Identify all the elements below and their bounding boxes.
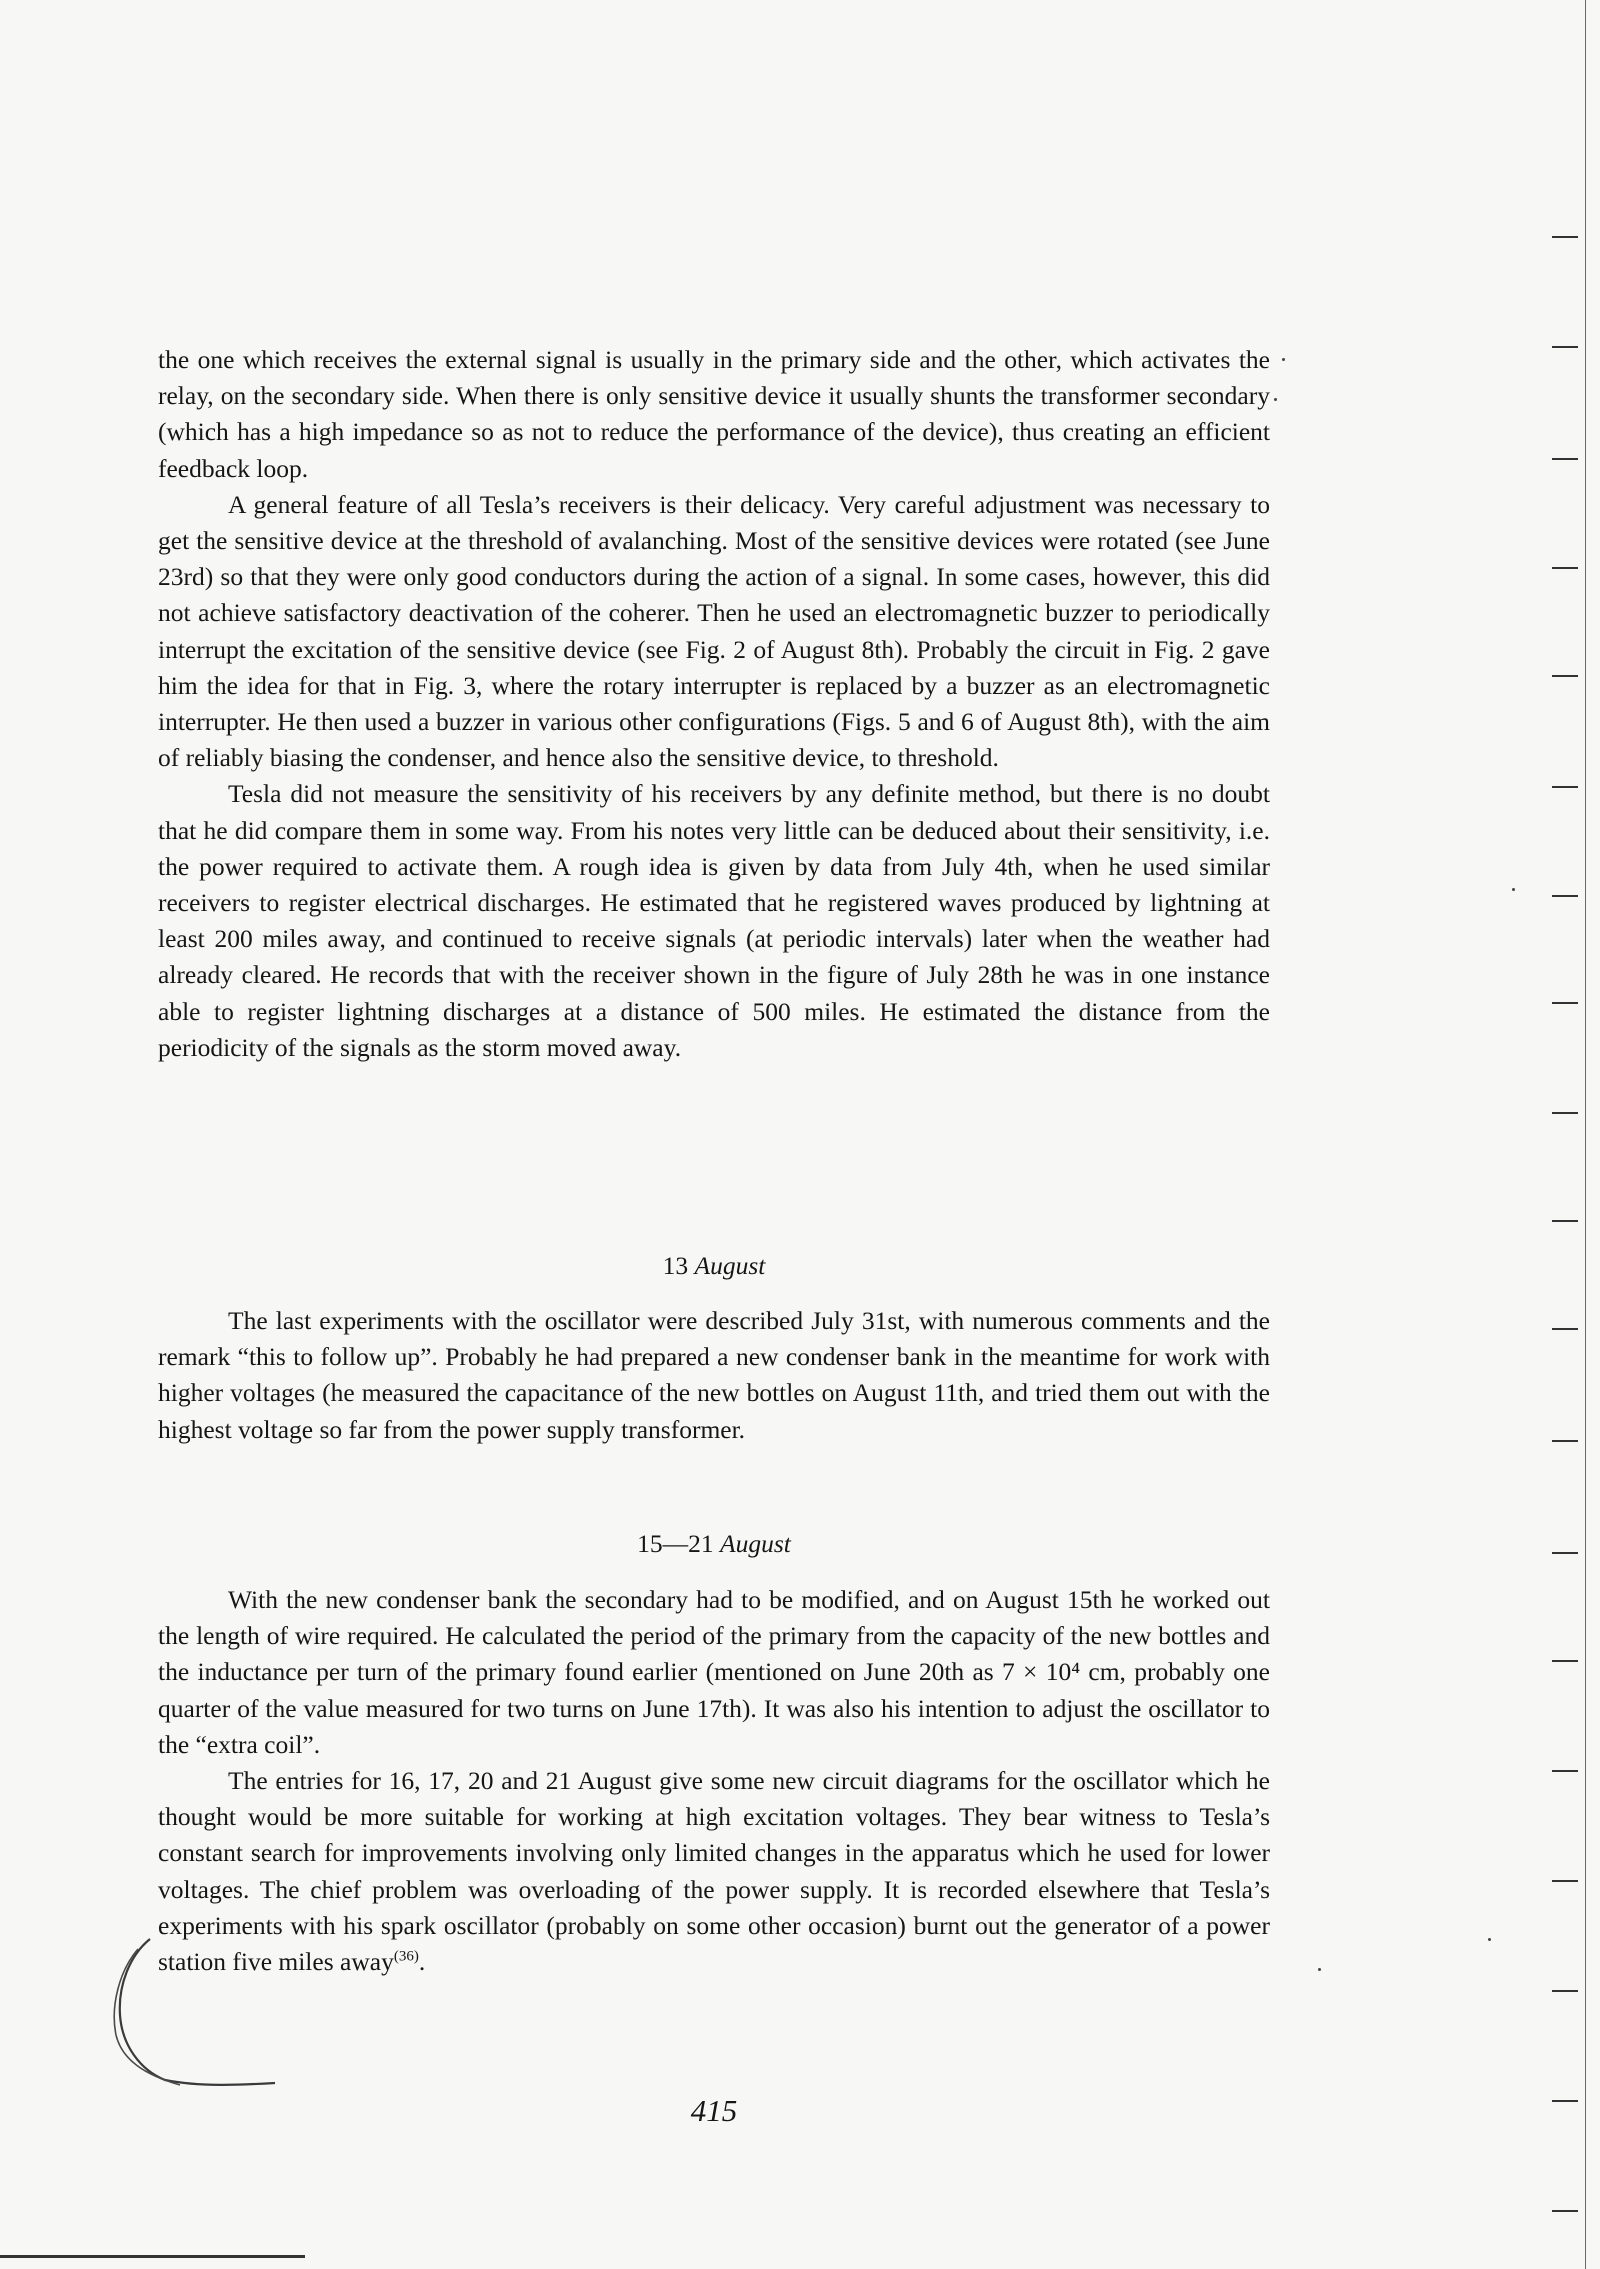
margin-tick: [1552, 458, 1578, 460]
margin-tick: [1552, 346, 1578, 348]
margin-tick: [1552, 2100, 1578, 2102]
margin-tick: [1552, 1770, 1578, 1772]
section-heading-15-21-august: [158, 1528, 1270, 1560]
section-heading-13-august: [158, 1250, 1270, 1282]
margin-tick: [1552, 1880, 1578, 1882]
margin-tick: [1552, 567, 1578, 569]
heading-month: August: [694, 1251, 766, 1280]
body-text-section-2: [158, 1303, 1270, 1448]
margin-tick: [1552, 236, 1578, 238]
paragraph-16-21-august: [158, 1763, 1270, 1980]
margin-tick: [1552, 895, 1578, 897]
scan-speck: [1274, 398, 1277, 401]
scan-fold-mark: [8, 540, 14, 840]
margin-tick: [1552, 1328, 1578, 1330]
handwritten-bracket-mark: [90, 1935, 290, 2095]
paragraph-receiver-sensitivity: Tesla did not measure the sensitivity of his receivers by any definite method, but there is no doubt that he did compare them in some way. From his notes very little can be deduced about their sensitivity, i.e. the power required to activate them. A rough idea is given by data from July 4th, when he used similar receivers to register electrical discharges. He estimated that he registered waves produced by lightning at least 200 miles away, and continued to receive signals (at periodic intervals) later when the weather had already cleared. He records that with the receiver shown in the figure of July 28th he was in one instance able to register lightning discharges at a distance of 500 miles. He estimated the distance from the periodicity of the signals as the storm moved away.: [158, 779, 1270, 1062]
paragraph-15-august: With the new condenser bank the secondary had to be modified, and on August 15th he worked out the length of wire required. He calculated the period of the primary from the capacity of the new bottles and the inductance per turn of the primary found earlier (mentioned on June 20th as 7 × 10⁴ cm, probably one quarter of the value measured for two turns on June 17th). It was also his intention to adjust the oscillator to the “extra coil”.: [158, 1585, 1270, 1759]
page-number: 415: [690, 2093, 738, 2128]
scan-speck: [1488, 1938, 1491, 1941]
body-text-section-1: [158, 342, 1270, 1066]
margin-tick: [1552, 1002, 1578, 1004]
margin-tick: [1552, 1440, 1578, 1442]
scan-speck: [1318, 1968, 1321, 1971]
margin-tick: [1552, 1990, 1578, 1992]
heading-month: August: [720, 1529, 791, 1558]
paragraph-13-august: The last experiments with the oscillator were described July 31st, with numerous comments and the remark “this to follow up”. Probably he had prepared a new condenser bank in the meantime for work with higher voltages (he measured the capacitance of the new bottles on August 11th, and tried them out with the highest voltage so far from the power supply transformer.: [158, 1306, 1270, 1444]
body-text-section-3: [158, 1582, 1270, 1980]
margin-tick: [1552, 1660, 1578, 1662]
scan-speck: [1282, 358, 1285, 361]
scan-page-edge: [1585, 0, 1587, 2269]
margin-tick: [1552, 1112, 1578, 1114]
heading-day: 13: [662, 1251, 689, 1280]
paragraph-receiver-delicacy: A general feature of all Tesla’s receivers is their delicacy. Very careful adjustment was necessary to get the sensitive device at the threshold of avalanching. Most of the sensitive devices were rotated (see June 23rd) so that they were only good conductors during the action of a signal. In some cases, however, this did not achieve satisfactory deactivation of the coherer. Then he used an electromagnetic buzzer to periodically interrupt the excitation of the sensitive device (see Fig. 2 of August 8th). Probably the circuit in Fig. 2 gave him the idea for that in Fig. 3, where the rotary interrupter is replaced by a buzzer as an electromagnetic interrupter. He then used a buzzer in various other configurations (Figs. 5 and 6 of August 8th), with the aim of reliably biasing the condenser, and hence also the sensitive device, to threshold.: [158, 489, 1270, 773]
heading-day: 15—21: [637, 1529, 714, 1558]
margin-tick: [1552, 1552, 1578, 1554]
margin-tick: [1552, 675, 1578, 677]
margin-tick: [1552, 2210, 1578, 2212]
paragraph-receiver-shunt: the one which receives the external signal is usually in the primary side and the other, which activates the relay, on the secondary side. When there is only sensitive device it usually shunts the transformer secondary (which has a high impedance so as not to reduce the performance of the device), thus creating an efficient feedback loop.: [158, 345, 1270, 483]
paragraph-16-21-august-text: The entries for 16, 17, 20 and 21 August give some new circuit diagrams for the oscillator which he thought would be more suitable for working at high excitation voltages. They bear witness to Tesla’s constant search for improvements involving only limited changes in the apparatus which he used for lower voltages. The chief problem was overloading of the power supply. It is recorded elsewhere that Tesla’s experiments with his spark oscillator (probably on some other occasion) burnt out the generator of a power station five miles away: [158, 1766, 1270, 1977]
margin-tick: [1552, 786, 1578, 788]
margin-tick: [1552, 1220, 1578, 1222]
scan-bottom-rule: [0, 2255, 305, 2258]
reference-superscript: (36): [393, 1948, 419, 1965]
scan-speck: [1512, 888, 1515, 891]
paragraph-end-punctuation: .: [418, 1947, 426, 1977]
